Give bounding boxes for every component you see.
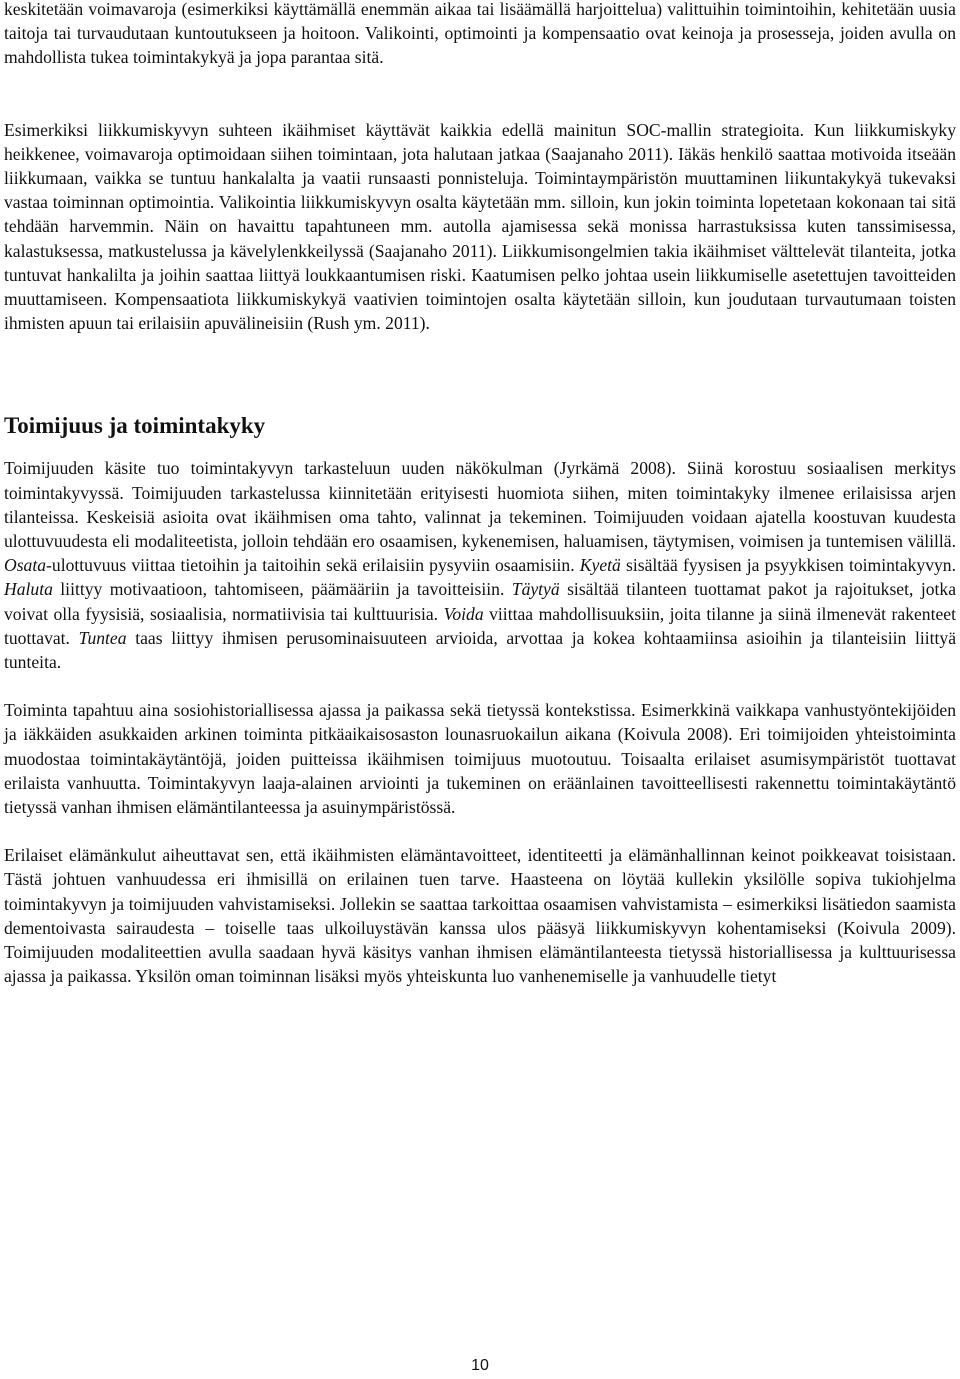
modality-text-taytya: sisältää tilanteen tuottamat pakot ja rajoitukset, jotka voivat olla fyysisiä, sosiaalisia, normatiivisia tai kulttuurisia. <box>4 579 956 624</box>
agency-intro-text: Toimijuuden käsite tuo toimintakyvyn tarkasteluun uuden näkökulman (Jyrkämä 2008). Siinä korostuu sosiaalisen merkitys toimintakyvyssä. Toimijuuden tarkastelussa kiinnitetään erityisesti huomiota siihen, miten toimintakyky ilmenee erilaisissa arjen tilanteissa. Keskeisiä asioita ovat ikäihmisen oma tahto, valinnat ja tekeminen. Toimijuuden voidaan ajatella koostuvan kuudesta ulottuvuudesta eli modaliteetista, jolloin tehdään ero osaamisen, kykenemisen, haluamisen, täytymisen, voimisen ja tuntemisen välillä. <box>4 458 956 552</box>
page-number: 10 <box>471 1357 489 1374</box>
modality-term-tuntea: Tuntea <box>78 627 127 648</box>
section-heading: Toimijuus ja toimintakyky <box>4 413 266 439</box>
modality-text-haluta: liittyy motivaatioon, tahtomiseen, päämääriin ja tavoitteisiin. <box>52 579 512 600</box>
paragraph-agency-concept <box>4 456 956 674</box>
paragraph-life-courses: Erilaiset elämänkulut aiheuttavat sen, että ikäihmisten elämäntavoitteet, identiteetti ja elämänhallinnan keinot poikkeavat toisistaan. Tästä johtuen vanhuudessa eri ihmisillä on erilainen tuen tarve. Haasteena on löytää kullekin yksilölle sopiva tukiohjelma toimintakyvyn ja toimijuuden vahvistamiseksi. Jollekin se saattaa tarkoittaa osaamisen vahvistamista – esimerkiksi lisätiedon saamista dementoivasta sairaudesta – toiselle taas ulkoiluystävän kanssa ulos pääsyä liikkumiskyvyn kohentamiseksi (Koivula 2009). Toimijuuden modaliteettien avulla saadaan hyvä käsitys vanhan ihmisen elämäntilanteesta tietyssä historiallisessa ja kulttuurisessa ajassa ja paikassa. Yksilön oman toiminnan lisäksi myös yhteiskunta luo vanhenemiselle ja vanhuudelle tietyt <box>4 845 956 987</box>
document-page <box>4 0 956 989</box>
modality-term-osata: Osata <box>4 555 47 576</box>
modality-text-voida: viittaa mahdollisuuksiin, joita tilanne ja siinä ilmenevät rakenteet tuottavat. <box>4 603 956 648</box>
modality-term-kyeta: Kyetä <box>579 555 621 576</box>
modality-term-haluta: Haluta <box>4 579 53 600</box>
modality-text-tuntea: taas liittyy ihmisen perusominaisuuteen arvioida, arvottaa ja kokea kohtaamiinsa asioihin ja tilanteisiin liittyä tunteita. <box>4 627 957 673</box>
modality-term-taytya: Täytyä <box>511 579 560 600</box>
paragraph-sociohistorical-context: Toiminta tapahtuu aina sosiohistoriallisessa ajassa ja paikassa sekä tietyssä kontekstissa. Esimerkkinä vaikkapa vanhustyöntekijöiden ja iäkkäiden asukkaiden arkinen toiminta pitkäaikaisosaston lounasruokailun aikana (Koivula 2008). Eri toimijoiden yhteistoiminta muodostaa toimintakäytäntöjä, joiden puitteissa ikäihmisen toimijuus muotoutuu. Toisaalta erilaiset asumisympäristöt tuottavat erilaista vanhuutta. Toimintakyvyn laaja-alainen arviointi ja tukeminen on eräänlainen tavoitteellisesti rakennettu toimintakäytäntö tietyssä vanhan ihmisen elämäntilanteessa ja asuinympäristössä. <box>4 700 956 818</box>
modality-text-kyeta: sisältää fyysisen ja psyykkisen toimintakyvyn. <box>620 555 957 576</box>
paragraph-soc-intro-continued: keskitetään voimavaroja (esimerkiksi käyttämällä enemmän aikaa tai lisäämällä harjoittelua) valittuihin toimintoihin, kehitetään uusia taitoja tai turvaudutaan kuntoutukseen ja hoitoon. Valikointi, optimointi ja kompensaatio ovat keinoja ja prosesseja, joiden avulla on mahdollista tukea toimintakykyä ja jopa parantaa sitä. <box>4 0 956 68</box>
modality-term-voida: Voida <box>443 603 484 624</box>
paragraph-mobility-soc: Esimerkiksi liikkumiskyvyn suhteen ikäihmiset käyttävät kaikkia edellä mainitun SOC-mallin strategioita. Kun liikkumiskyky heikkenee, voimavaroja optimoidaan siihen toimintaan, jota halutaan jatkaa (Saajanaho 2011). Iäkäs henkilö saattaa motivoida itseään liikkumaan, vaikka se tuntuu hankalalta ja vaatii runsaasti ponnisteluja. Toimintaympäristön muuttaminen liikuntakykyä tukevaksi vastaa toiminnan optimointia. Valikointia liikkumiskyvyn osalta käytetään mm. silloin, kun jokin toiminta lopetetaan kokonaan tai sitä tehdään harvemmin. Näin on havaittu tapahtuneen mm. autolla ajamisessa sekä monissa harrastuksissa kuten tanssimisessa, kalastuksessa, matkustelussa ja kävelylenkkeilyssä (Saajanaho 2011). Liikkumisongelmien takia ikäihmiset välttelevät tilanteita, jotka tuntuvat hankalilta ja joihin saattaa liittyä loukkaantumisen riski. Kaatumisen pelko johtaa usein liikkumiselle asetettujen tavoitteiden muuttamiseen. Kompensaatiota liikkumiskykyä vaativien toimintojen osalta käytetään silloin, kun joudutaan turvautumaan toisten ihmisten apuun tai erilaisiin apuvälineisiin (Rush ym. 2011). <box>4 119 956 334</box>
modality-text-osata: -ulottuvuus viittaa tietoihin ja taitoihin sekä erilaisiin pysyviin osaamisiin. <box>46 555 580 576</box>
